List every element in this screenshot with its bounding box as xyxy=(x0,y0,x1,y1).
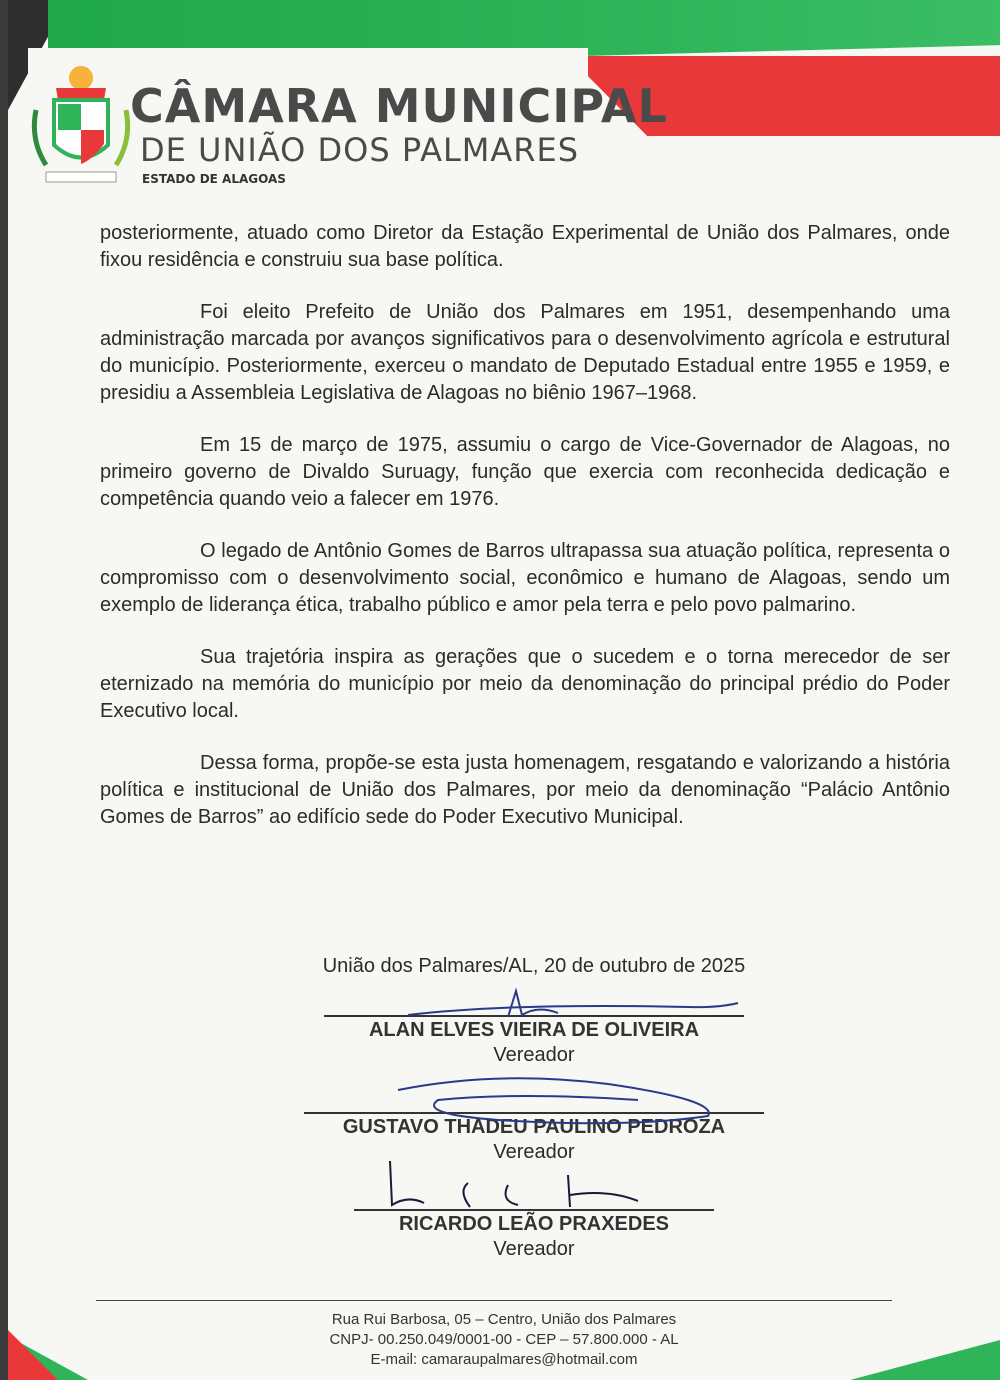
paragraph: Em 15 de março de 1975, assumiu o cargo de Vice-Governador de Alagoas, no primeiro governo de Divaldo Suruagy, função que exercia com reconhecida dedicação e competência quando veio a falecer em 1976. xyxy=(100,434,950,510)
signature-scribble-icon xyxy=(378,1070,738,1130)
paragraph: Dessa forma, propõe-se esta justa homenagem, resgatando e valorizando a história política e institucional de União dos Palmares, por meio da denominação “Palácio Antônio Gomes de Barros” ao edifício sede do Poder Executivo Municipal. xyxy=(100,752,950,828)
signer-name: ALAN ELVES VIEIRA DE OLIVEIRA xyxy=(368,1019,700,1041)
paragraph: O legado de Antônio Gomes de Barros ultrapassa sua atuação política, representa o compromisso com o desenvolvimento social, econômico e humano de Alagoas, sendo um exemplo de liderança ética, trabalho público e amor pela terra e pelo povo palmarino. xyxy=(100,540,950,616)
signer-name: GUSTAVO THADEU PAULINO PEDROZA xyxy=(342,1116,726,1138)
signature-scribble-icon xyxy=(378,1155,678,1215)
document-body xyxy=(100,220,950,856)
footer-divider xyxy=(96,1300,892,1301)
document-page xyxy=(8,0,1000,1380)
footer-address: Rua Rui Barbosa, 05 – Centro, União dos Palmares xyxy=(331,1311,677,1328)
institution-state: ESTADO DE ALAGOAS xyxy=(142,172,286,186)
paragraph: Foi eleito Prefeito de União dos Palmares em 1951, desempenhando uma administração marcada por avanços significativos para o desenvolvimento agrícola e estrutural do município. Posteriormente, exerceu o mandato de Deputado Estadual entre 1955 e 1959, e presidiu a Assembleia Legislativa de Alagoas no biênio 1967–1968. xyxy=(100,301,950,404)
signer-name: RICARDO LEÃO PRAXEDES xyxy=(398,1213,670,1235)
municipal-crest-icon xyxy=(26,60,136,195)
signature-scribble-icon xyxy=(388,985,748,1025)
institution-subtitle: DE UNIÃO DOS PALMARES xyxy=(140,131,580,169)
signer-role: Vereador xyxy=(493,1141,575,1163)
paragraph: posteriormente, atuado como Diretor da Estação Experimental de União dos Palmares, onde fixou residência e construiu sua base política. xyxy=(100,222,950,271)
paragraph: Sua trajetória inspira as gerações que o sucedem e o torna merecedor de ser eternizado na memória do município por meio da denominação do principal prédio do Poder Executivo local. xyxy=(100,646,950,722)
footer-email: E-mail: camaraupalmares@hotmail.com xyxy=(370,1351,638,1368)
footer xyxy=(8,1310,1000,1370)
place-date: União dos Palmares/AL, 20 de outubro de 2025 xyxy=(322,955,746,977)
header-title-block xyxy=(130,80,668,186)
footer-cnpj: CNPJ- 00.250.049/0001-00 - CEP – 57.800.000 - AL xyxy=(329,1331,679,1348)
signer-block xyxy=(8,1209,1000,1261)
institution-title: CÂMARA MUNICIPAL xyxy=(130,79,668,133)
signer-role: Vereador xyxy=(493,1238,575,1260)
signer-role: Vereador xyxy=(493,1044,575,1066)
